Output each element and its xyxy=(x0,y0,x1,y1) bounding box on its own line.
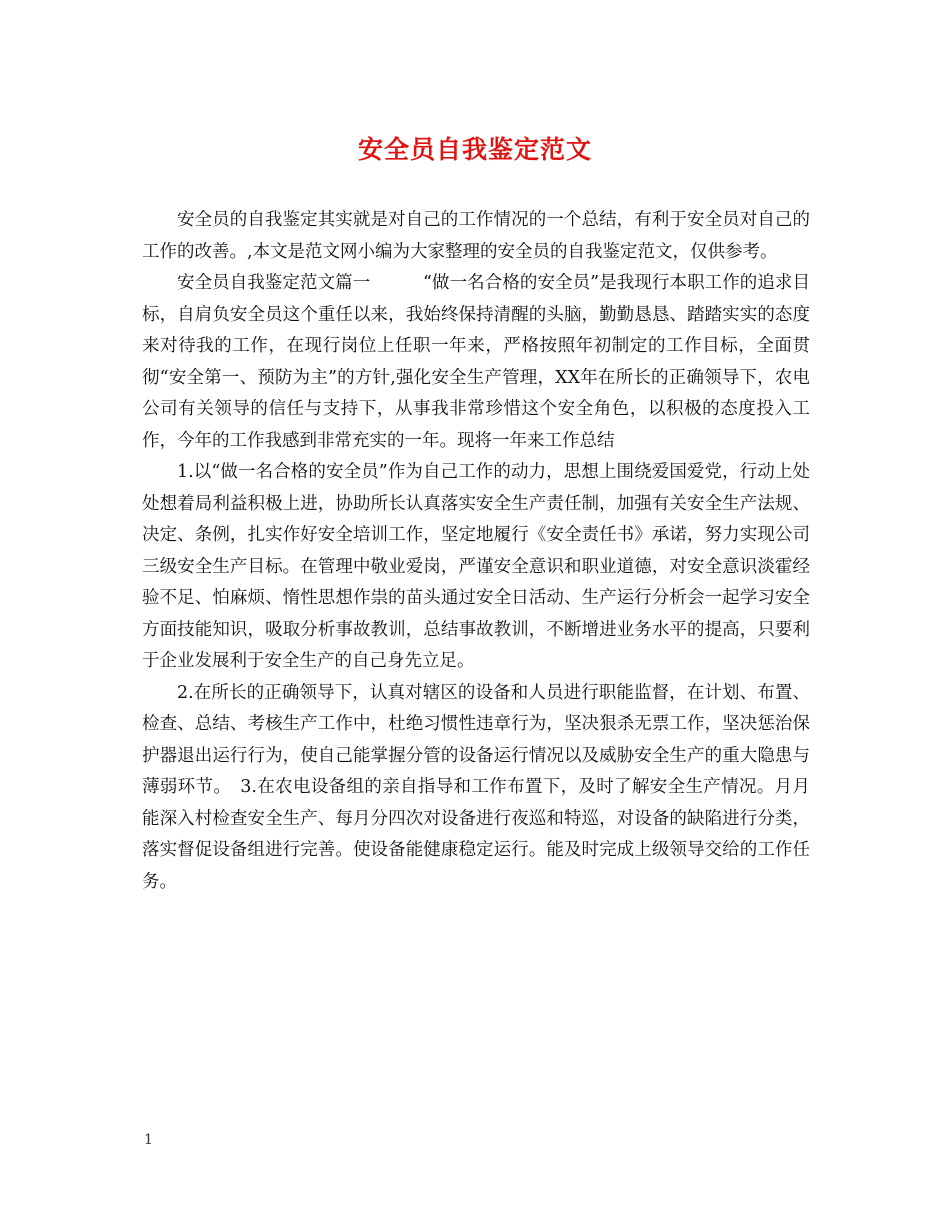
document-title: 安全员自我鉴定范文 xyxy=(357,135,592,164)
paragraph-item-1: 1.以“做一名合格的安全员”作为自己工作的动力，思想上围绕爱国爱党，行动上处处想着局利益积极上进，协助所长认真落实安全生产责任制，加强有关安全生产法规、决定、条例，扎实作好安全培训工作，坚定地履行《安全责任书》承诺，努力实现公司三级安全生产目标。在管理中敬业爱岗，严谨安全意识和职业道德，对安全意识淡霍经验不足、怕麻烦、惰性思想作祟的苗头通过安全日活动、生产运行分析会一起学习安全方面技能知识，吸取分析事故教训，总结事故教训，不断增进业务水平的提高，只要利于企业发展利于安全生产的自己身先立足。 xyxy=(142,462,810,671)
document-body xyxy=(142,205,810,898)
paragraph-intro: 安全员的自我鉴定其实就是对自己的工作情况的一个总结，有利于安全员对自己的工作的改善。,本文是范文网小编为大家整理的安全员的自我鉴定范文，仅供参考。 xyxy=(142,210,810,262)
page-number: 1 xyxy=(144,1132,153,1148)
paragraph-part-one: 安全员自我鉴定范文篇一 “做一名合格的安全员”是我现行本职工作的追求目标，自肩负安全员这个重任以来，我始终保持清醒的头脑，勤勤恳恳、踏踏实实的态度来对待我的工作，在现行岗位上任职一年来，严格按照年初制定的工作目标，全面贯彻“安全第一、预防为主”的方针,强化安全生产管理，XX年在所长的正确领导下，农电公司有关领导的信任与支持下，从事我非常珍惜这个安全角色，以积极的态度投入工作，今年的工作我感到非常充实的一年。现将一年来工作总结 xyxy=(142,273,810,451)
paragraph-item-2-3: 2.在所长的正确领导下，认真对辖区的设备和人员进行职能监督，在计划、布置、检查、总结、考核生产工作中，杜绝习惯性违章行为，坚决狠杀无票工作，坚决惩治保护器退出运行行为，使自己能掌握分管的设备运行情况以及威胁安全生产的重大隐患与薄弱环节。 3.在农电设备组的亲自指导和工作布置下，及时了解安全生产情况。月月能深入村检查安全生产、每月分四次对设备进行夜巡和特巡，对设备的缺陷进行分类，落实督促设备组进行完善。使设备能健康稳定运行。能及时完成上级领导交给的工作任务。 xyxy=(142,682,810,892)
